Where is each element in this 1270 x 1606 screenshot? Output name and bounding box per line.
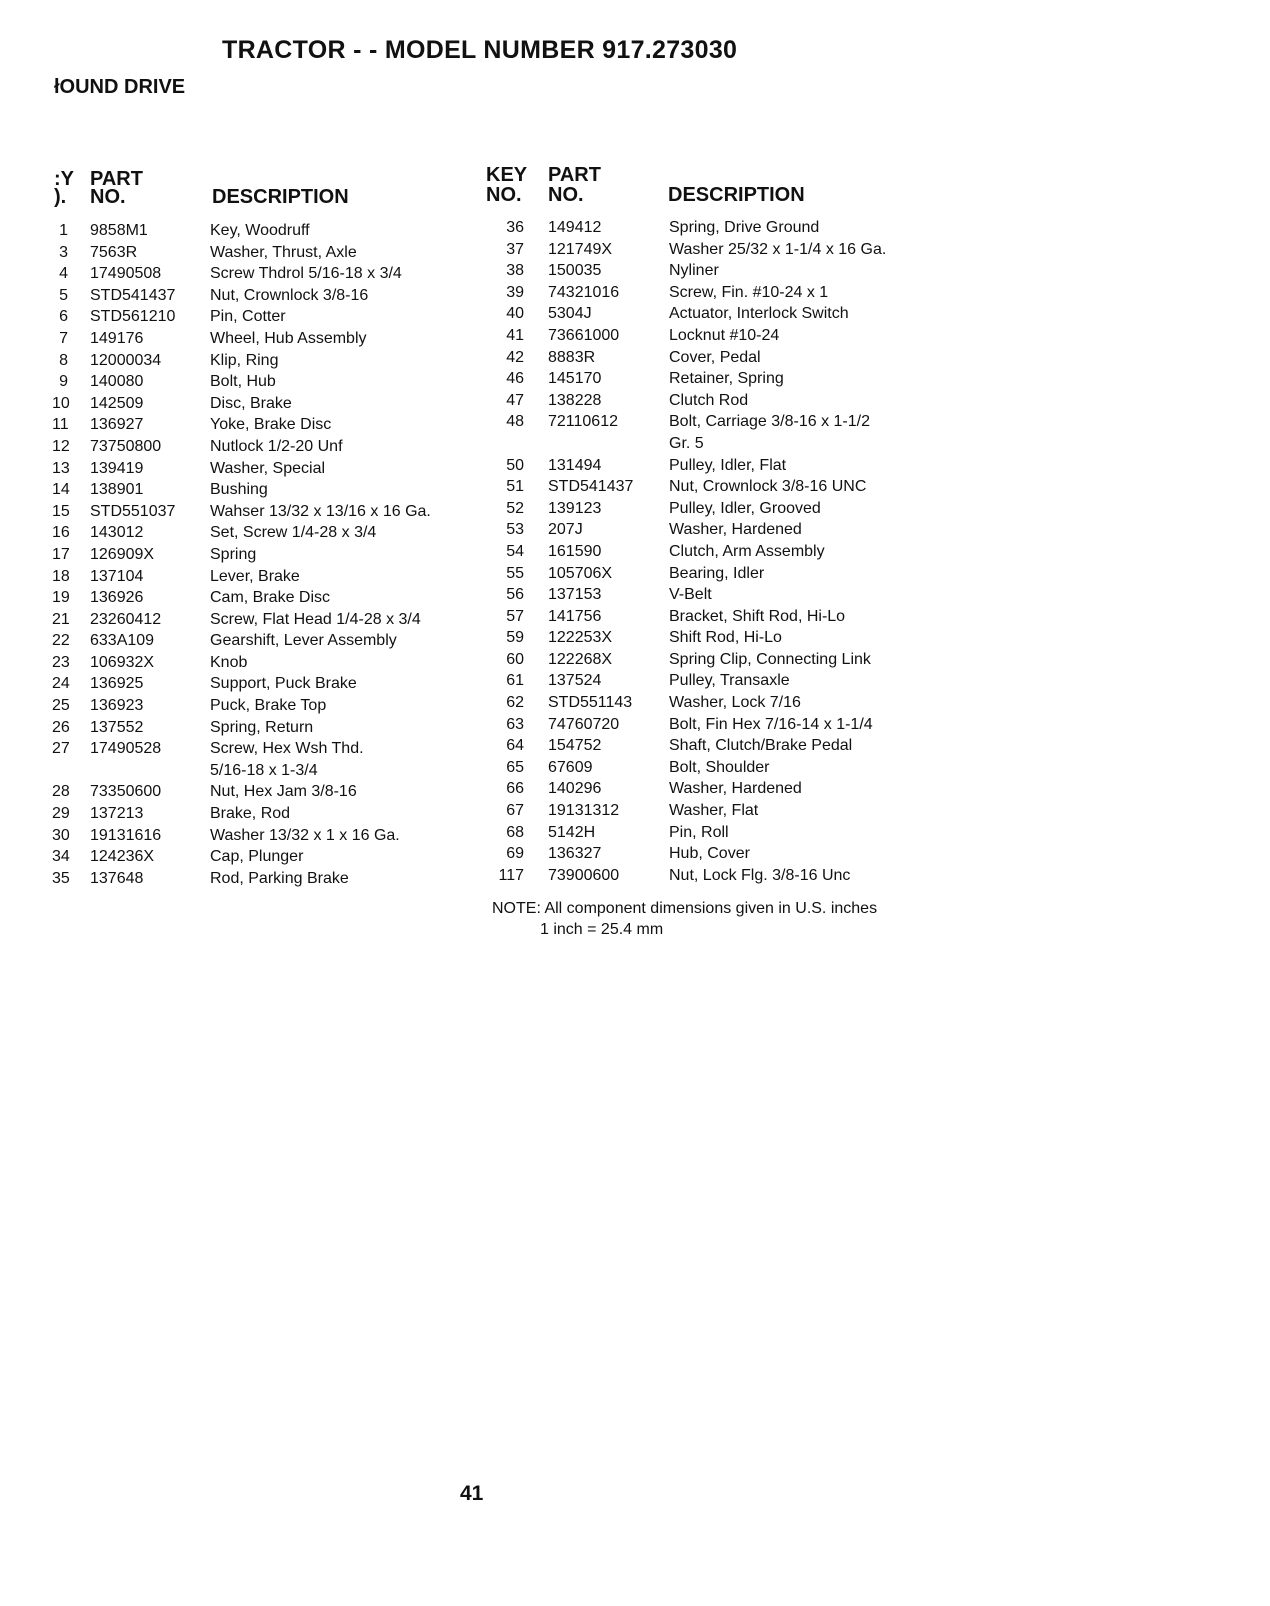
- table-row: [52, 846, 500, 868]
- right-key-header-line2: NO.: [486, 184, 522, 206]
- table-row: [490, 476, 931, 498]
- key-number: 34: [52, 848, 70, 866]
- part-number: 12000034: [90, 351, 162, 369]
- part-number: 633A109: [90, 632, 155, 650]
- part-description: Screw, Fin. #10-24 x 1: [669, 283, 829, 301]
- part-number: 5304J: [548, 305, 592, 323]
- part-description: Wahser 13/32 x 13/16 x 16 Ga.: [210, 502, 431, 520]
- key-number: 59: [506, 629, 524, 647]
- part-description: Klip, Ring: [210, 351, 279, 369]
- part-number: 131494: [548, 456, 602, 474]
- part-description: Spring Clip, Connecting Link: [669, 650, 871, 668]
- part-number: [90, 760, 204, 782]
- table-row: [490, 325, 931, 347]
- part-description: Nut, Lock Flg. 3/8-16 Unc: [669, 866, 851, 884]
- key-number: 23: [52, 653, 70, 671]
- part-description: Nut, Crownlock 3/8-16 UNC: [669, 478, 867, 496]
- table-row: [52, 436, 500, 458]
- part-number: 139419: [90, 459, 144, 477]
- part-description: Washer, Thrust, Axle: [210, 243, 357, 261]
- table-row: [490, 865, 931, 887]
- part-description: Nutlock 1/2-20 Unf: [210, 437, 343, 455]
- part-number: 138901: [90, 481, 144, 499]
- part-number: 136926: [90, 589, 144, 607]
- key-number: 16: [52, 524, 70, 542]
- part-number: 17490508: [90, 265, 162, 283]
- table-row: [490, 822, 931, 844]
- part-description: Nut, Crownlock 3/8-16: [210, 286, 369, 304]
- key-number: 22: [52, 632, 70, 650]
- part-description: Cover, Pedal: [669, 348, 761, 366]
- table-row: [52, 630, 500, 652]
- part-number: 137524: [548, 672, 602, 690]
- part-number: 140080: [90, 373, 144, 391]
- table-row: [52, 587, 500, 609]
- part-number: 138228: [548, 391, 602, 409]
- part-number: STD561210: [90, 308, 176, 326]
- table-row: [52, 285, 500, 307]
- key-number: 18: [52, 567, 70, 585]
- part-description: Bracket, Shift Rod, Hi-Lo: [669, 607, 846, 625]
- part-number: 149176: [90, 329, 144, 347]
- table-row: [490, 455, 931, 477]
- part-number: 9858M1: [90, 222, 148, 239]
- right-description-header: DESCRIPTION: [668, 184, 805, 206]
- part-number: 122253X: [548, 629, 613, 647]
- key-number: 47: [506, 391, 524, 409]
- part-description: Screw Thdrol 5/16-18 x 3/4: [210, 265, 402, 283]
- left-description-header: DESCRIPTION: [212, 186, 349, 208]
- table-row: [490, 606, 931, 628]
- part-description: Washer, Flat: [669, 802, 759, 820]
- table-row: [490, 239, 931, 261]
- key-number: 8: [59, 351, 68, 369]
- part-number: 136925: [90, 675, 144, 693]
- part-description: Clutch Rod: [669, 391, 749, 409]
- part-description: Nut, Hex Jam 3/8-16: [210, 783, 357, 801]
- part-number: 136927: [90, 416, 144, 434]
- table-row: [52, 393, 500, 415]
- key-number: 9: [59, 373, 68, 391]
- key-number: 40: [506, 305, 524, 323]
- table-row: [52, 306, 500, 328]
- key-number: 68: [506, 823, 524, 841]
- part-description: Gearshift, Lever Assembly: [210, 632, 397, 650]
- part-number: 143012: [90, 524, 144, 542]
- table-row: [52, 781, 500, 803]
- table-row: [490, 649, 931, 671]
- table-row: [490, 800, 931, 822]
- part-description: Disc, Brake: [210, 394, 292, 412]
- key-number: 39: [506, 283, 524, 301]
- key-number: [52, 760, 68, 782]
- part-description: Washer, Special: [210, 459, 326, 477]
- part-number: STD551037: [90, 502, 176, 520]
- key-number: 41: [506, 326, 524, 344]
- key-number: 17: [52, 545, 70, 563]
- key-number: 65: [506, 758, 524, 776]
- part-number: 137648: [90, 869, 144, 887]
- key-number: 14: [52, 481, 70, 499]
- table-row: [490, 498, 931, 520]
- part-number: 17490528: [90, 740, 162, 758]
- table-row: [490, 282, 931, 304]
- part-description: Retainer, Spring: [669, 370, 784, 388]
- table-row: [52, 414, 500, 436]
- part-number: 140296: [548, 780, 602, 798]
- part-description: Cam, Brake Disc: [210, 589, 331, 607]
- part-description: Bolt, Carriage 3/8-16 x 1-1/2: [669, 413, 870, 431]
- key-number: 29: [52, 805, 70, 823]
- part-number: 73750800: [90, 437, 162, 455]
- part-number: 136923: [90, 697, 144, 715]
- key-number: 38: [506, 262, 524, 280]
- key-number: 53: [506, 521, 524, 539]
- table-row: [490, 843, 931, 865]
- part-description: Locknut #10-24: [669, 326, 780, 344]
- part-description: V-Belt: [669, 586, 712, 604]
- part-description: Key, Woodruff: [210, 222, 310, 239]
- part-number: 137153: [548, 586, 602, 604]
- key-number: 64: [506, 737, 524, 755]
- table-row: [52, 738, 500, 760]
- part-description: Hub, Cover: [669, 845, 750, 863]
- part-number: 23260412: [90, 610, 162, 628]
- part-description: Pulley, Idler, Flat: [669, 456, 787, 474]
- dimension-note: [492, 898, 877, 940]
- part-description: Nyliner: [669, 262, 719, 280]
- table-row: [490, 411, 931, 433]
- table-row: [490, 217, 931, 239]
- part-description: 5/16-18 x 1-3/4: [210, 761, 318, 779]
- left-key-header-line2: ).: [54, 186, 67, 208]
- key-number: 66: [506, 780, 524, 798]
- part-description: Washer, Hardened: [669, 521, 802, 539]
- key-number: 13: [52, 459, 70, 477]
- part-description: Knob: [210, 653, 248, 671]
- part-number: 105706X: [548, 564, 613, 582]
- part-number: 7563R: [90, 243, 138, 261]
- key-number: 24: [52, 675, 70, 693]
- part-description: Wheel, Hub Assembly: [210, 329, 367, 347]
- table-row: [52, 803, 500, 825]
- part-description: Spring: [210, 545, 257, 563]
- key-number: 67: [506, 802, 524, 820]
- key-number: 28: [52, 783, 70, 801]
- part-description: Clutch, Arm Assembly: [669, 542, 825, 560]
- part-number: STD541437: [548, 478, 634, 496]
- part-description: Washer 25/32 x 1-1/4 x 16 Ga.: [669, 240, 887, 258]
- part-description: Brake, Rod: [210, 805, 291, 823]
- key-number: 46: [506, 370, 524, 388]
- key-number: 60: [506, 650, 524, 668]
- table-row: [52, 220, 500, 242]
- part-description: Shaft, Clutch/Brake Pedal: [669, 737, 853, 755]
- part-number: 19131616: [90, 826, 162, 844]
- key-number: 10: [52, 394, 70, 412]
- part-number: 73900600: [548, 866, 620, 884]
- part-number: 73350600: [90, 783, 162, 801]
- part-description: Shift Rod, Hi-Lo: [669, 629, 782, 647]
- part-number: 67609: [548, 758, 593, 776]
- part-description: Rod, Parking Brake: [210, 869, 349, 887]
- table-row: [52, 328, 500, 350]
- note-line-2: 1 inch = 25.4 mm: [540, 921, 664, 938]
- key-number: 4: [59, 265, 68, 283]
- part-number: 74321016: [548, 283, 620, 301]
- part-description: Spring, Drive Ground: [669, 219, 820, 236]
- part-number: STD541437: [90, 286, 176, 304]
- part-number: 19131312: [548, 802, 620, 820]
- part-number: 141756: [548, 607, 602, 625]
- table-row: [490, 670, 931, 692]
- key-number: 7: [59, 329, 68, 347]
- key-number: 12: [52, 437, 70, 455]
- part-description: Pin, Roll: [669, 823, 729, 841]
- right-key-header-line1: KEY: [486, 164, 528, 186]
- part-number: 122268X: [548, 650, 613, 668]
- table-row: [490, 519, 931, 541]
- table-row: [490, 692, 931, 714]
- part-number: 106932X: [90, 653, 155, 671]
- table-row: [490, 541, 931, 563]
- part-number: 154752: [548, 737, 602, 755]
- key-number: 19: [52, 589, 70, 607]
- table-row: [490, 347, 931, 369]
- key-number: 3: [59, 243, 68, 261]
- part-number: 145170: [548, 370, 602, 388]
- key-number: 36: [506, 219, 524, 236]
- key-number: 37: [506, 240, 524, 258]
- part-description: Washer, Hardened: [669, 780, 802, 798]
- part-number: 142509: [90, 394, 144, 412]
- part-number: 139123: [548, 499, 602, 517]
- page-number: 41: [460, 1482, 484, 1505]
- key-number: 21: [52, 610, 70, 628]
- key-number: 69: [506, 845, 524, 863]
- key-number: 42: [506, 348, 524, 366]
- part-description: Washer 13/32 x 1 x 16 Ga.: [210, 826, 400, 844]
- key-number: 1: [59, 222, 68, 239]
- part-description: Pin, Cotter: [210, 308, 286, 326]
- part-description: Bushing: [210, 481, 268, 499]
- part-number: 121749X: [548, 240, 613, 258]
- table-row: [52, 458, 500, 480]
- part-description: Yoke, Brake Disc: [210, 416, 332, 434]
- part-description: Lever, Brake: [210, 567, 300, 585]
- key-number: 61: [506, 672, 524, 690]
- part-description: Screw, Flat Head 1/4-28 x 3/4: [210, 610, 421, 628]
- part-description: Screw, Hex Wsh Thd.: [210, 740, 364, 758]
- table-row: [52, 717, 500, 739]
- part-number: 74760720: [548, 715, 620, 733]
- key-number: 25: [52, 697, 70, 715]
- left-parts-list: [52, 220, 500, 889]
- key-number: 48: [506, 413, 524, 431]
- key-number: 50: [506, 456, 524, 474]
- table-row: [490, 778, 931, 800]
- part-description: Bolt, Hub: [210, 373, 276, 391]
- part-number: [548, 433, 663, 455]
- table-row: [490, 260, 931, 282]
- part-number: 137552: [90, 718, 144, 736]
- key-number: 11: [52, 416, 69, 434]
- table-row: [490, 390, 931, 412]
- part-number: 5142H: [548, 823, 596, 841]
- key-number: 5: [59, 286, 68, 304]
- part-description: Set, Screw 1/4-28 x 3/4: [210, 524, 377, 542]
- table-row: [52, 652, 500, 674]
- key-number: [490, 433, 524, 455]
- part-description: Bearing, Idler: [669, 564, 765, 582]
- table-row: [52, 868, 500, 890]
- section-title: łOUND DRIVE: [54, 76, 186, 98]
- part-number: 72110612: [548, 413, 618, 431]
- key-number: 117: [498, 866, 524, 884]
- table-row: [52, 825, 500, 847]
- part-number: STD551143: [548, 694, 633, 712]
- key-number: 26: [52, 718, 70, 736]
- key-number: 52: [506, 499, 524, 517]
- note-line-1: NOTE: All component dimensions given in U.S. inches: [492, 900, 878, 917]
- part-description: Spring, Return: [210, 718, 314, 736]
- key-number: 30: [52, 826, 70, 844]
- part-description: Actuator, Interlock Switch: [669, 305, 849, 323]
- table-row: [52, 544, 500, 566]
- table-row: [490, 757, 931, 779]
- right-parts-list: [490, 217, 931, 886]
- part-description: Pulley, Idler, Grooved: [669, 499, 821, 517]
- table-row: [52, 522, 500, 544]
- table-row: [52, 566, 500, 588]
- part-description: Cap, Plunger: [210, 848, 304, 866]
- table-row: [52, 350, 500, 372]
- part-number: 207J: [548, 521, 583, 539]
- part-number: 150035: [548, 262, 602, 280]
- table-row: [490, 714, 931, 736]
- key-number: 54: [506, 542, 524, 560]
- table-row: [490, 627, 931, 649]
- table-row: [52, 242, 500, 264]
- table-row: [52, 479, 500, 501]
- key-number: 55: [506, 564, 524, 582]
- part-number: 149412: [548, 219, 602, 236]
- table-row: [490, 368, 931, 390]
- part-description: Bolt, Fin Hex 7/16-14 x 1-1/4: [669, 715, 873, 733]
- part-number: 137104: [90, 567, 144, 585]
- key-number: 62: [506, 694, 524, 712]
- key-number: 57: [506, 607, 524, 625]
- key-number: 51: [506, 478, 524, 496]
- part-number: 126909X: [90, 545, 155, 563]
- right-part-header-line1: PART: [548, 164, 601, 186]
- key-number: 27: [52, 740, 70, 758]
- part-description: Support, Puck Brake: [210, 675, 357, 693]
- key-number: 63: [506, 715, 524, 733]
- left-key-header-line1: :Y: [54, 168, 74, 190]
- key-number: 6: [59, 308, 68, 326]
- part-number: 124236X: [90, 848, 155, 866]
- table-row: [52, 673, 500, 695]
- part-description: Bolt, Shoulder: [669, 758, 770, 776]
- part-number: 8883R: [548, 348, 596, 366]
- page-title: TRACTOR - - MODEL NUMBER 917.273030: [222, 36, 738, 64]
- table-row: [490, 303, 931, 325]
- table-row: [52, 609, 500, 631]
- table-row: [490, 735, 931, 757]
- table-row: [490, 433, 931, 455]
- table-row: [52, 760, 500, 782]
- table-row: [490, 563, 931, 585]
- left-part-header-line2: NO.: [90, 186, 126, 208]
- part-description: Puck, Brake Top: [210, 697, 327, 715]
- table-row: [52, 501, 500, 523]
- part-number: 161590: [548, 542, 602, 560]
- part-description: Pulley, Transaxle: [669, 672, 790, 690]
- table-row: [52, 371, 500, 393]
- left-part-header-line1: PART: [90, 168, 143, 190]
- right-part-header-line2: NO.: [548, 184, 584, 206]
- key-number: 15: [52, 502, 70, 520]
- table-row: [490, 584, 931, 606]
- part-description: Washer, Lock 7/16: [669, 694, 801, 712]
- table-row: [52, 695, 500, 717]
- table-row: [52, 263, 500, 285]
- part-number: 137213: [90, 805, 144, 823]
- key-number: 56: [506, 586, 524, 604]
- key-number: 35: [52, 869, 70, 887]
- part-number: 73661000: [548, 326, 620, 344]
- part-description: Gr. 5: [669, 434, 704, 452]
- part-number: 136327: [548, 845, 602, 863]
